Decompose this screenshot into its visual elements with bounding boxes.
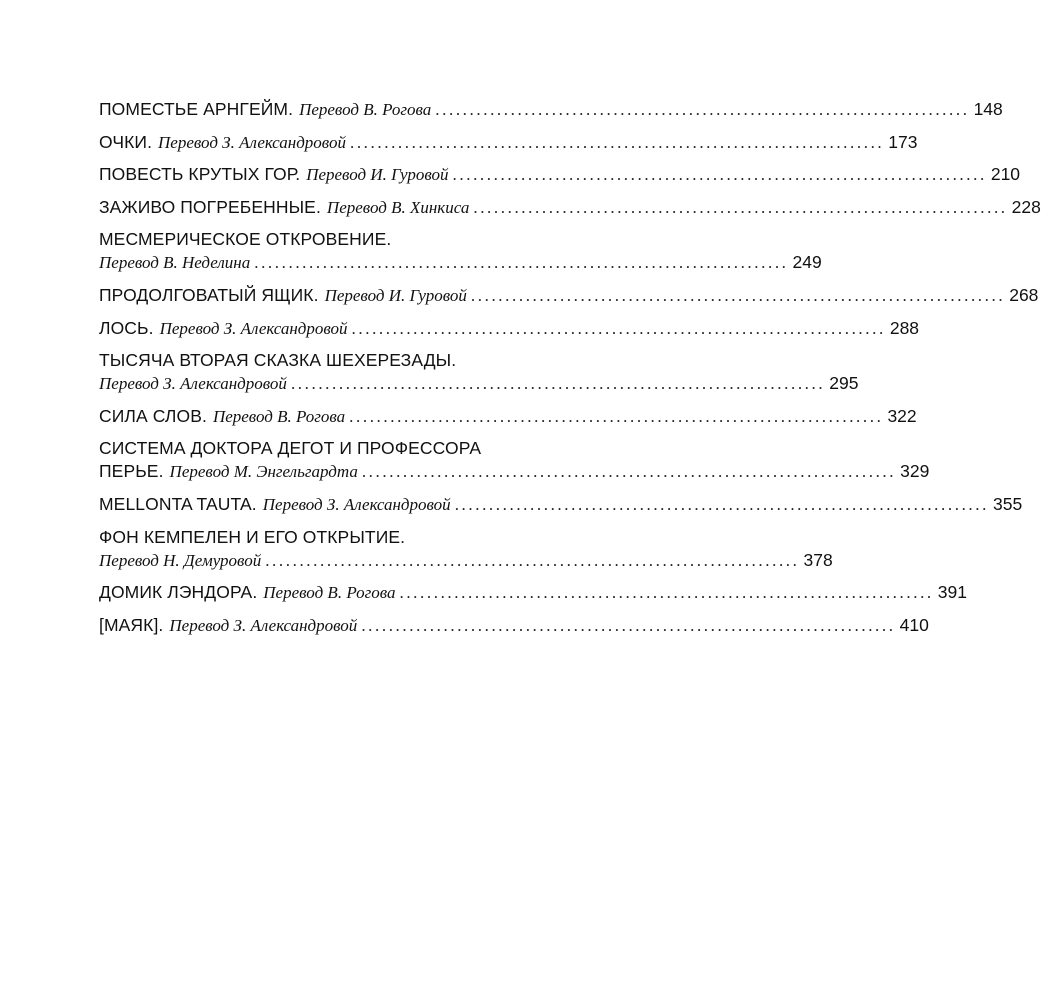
table-of-contents [99, 98, 1041, 646]
toc-line [99, 163, 1021, 185]
entry-title: ПОВЕСТЬ КРУТЫХ ГОР. [99, 164, 301, 185]
entry-title: ЗАЖИВО ПОГРЕБЕННЫЕ. [99, 196, 321, 217]
toc-line [99, 349, 690, 371]
toc-entry [99, 349, 859, 394]
toc-line [99, 196, 1041, 218]
entry-page-number: 378 [803, 549, 833, 570]
entry-title: ТЫСЯЧА ВТОРАЯ СКАЗКА ШЕХЕРЕЗАДЫ. [99, 350, 457, 371]
entry-translator: Перевод З. Александровой [262, 494, 451, 514]
entry-page-number: 391 [937, 582, 967, 603]
dot-leader: .............................................................................. [290, 374, 826, 394]
dot-leader: .............................................................................. [470, 285, 1006, 305]
entry-page-number: 410 [899, 614, 929, 635]
entry-title: СИЛА СЛОВ. [99, 405, 207, 426]
entry-translator: Перевод И. Гуровой [324, 285, 467, 305]
entry-translator: Перевод З. Александровой [159, 318, 348, 338]
entry-title: ПЕРЬЕ. [99, 461, 164, 482]
dot-leader: .............................................................................. [452, 165, 987, 185]
toc-line [99, 228, 690, 250]
dot-leader: .............................................................................. [349, 406, 884, 426]
toc-entry [99, 163, 1021, 185]
dot-leader: .............................................................................. [265, 550, 800, 570]
toc-entry [99, 614, 929, 636]
entry-page-number: 249 [792, 252, 822, 273]
entry-translator: Перевод В. Рогова [299, 100, 432, 119]
entry-page-number: 329 [900, 461, 930, 482]
entry-page-number: 268 [1009, 284, 1039, 305]
toc-line [99, 581, 967, 603]
toc-entry [99, 196, 1041, 218]
toc-line [99, 460, 930, 482]
toc-line [99, 437, 690, 459]
toc-line [99, 549, 833, 571]
dot-leader: .............................................................................. [435, 100, 970, 119]
entry-title: ОЧКИ. [99, 131, 153, 152]
toc-line [99, 526, 690, 548]
toc-line [99, 372, 859, 394]
entry-translator: Перевод В. Рогова [212, 406, 346, 426]
toc-entry [99, 131, 918, 153]
entry-title: ДОМИК ЛЭНДОРА. [99, 582, 258, 603]
toc-entry [99, 98, 1003, 120]
toc-entry [99, 284, 1039, 306]
entry-translator: Перевод В. Хинкиса [326, 197, 470, 217]
dot-leader: .............................................................................. [361, 462, 897, 482]
entry-title: ФОН КЕМПЕЛЕН И ЕГО ОТКРЫТИЕ. [99, 526, 406, 547]
toc-entry [99, 493, 1023, 515]
entry-page-number: 322 [887, 405, 917, 426]
entry-title: ПОМЕСТЬЕ АРНГЕЙМ. [99, 99, 294, 119]
dot-leader: .............................................................................. [351, 318, 886, 338]
dot-leader: .............................................................................. [454, 494, 989, 514]
toc-entry [99, 526, 833, 571]
dot-leader: .............................................................................. [254, 253, 789, 273]
toc-entry [99, 228, 822, 273]
entry-page-number: 228 [1011, 196, 1041, 217]
entry-page-number: 355 [993, 493, 1023, 514]
entry-translator: Перевод З. Александровой [158, 132, 346, 152]
toc-line [99, 131, 918, 153]
toc-line [99, 98, 1003, 120]
dot-leader: .............................................................................. [399, 583, 934, 603]
entry-translator: Перевод М. Энгельгардта [169, 462, 358, 482]
entry-translator: Перевод В. Рогова [263, 583, 396, 603]
entry-title: MELLONTA TAUTA. [99, 493, 257, 514]
toc-entry [99, 317, 920, 339]
toc-line [99, 493, 1023, 515]
entry-title-line1: СИСТЕМА ДОКТОРА ДЕГОТ И ПРОФЕССОРА [99, 438, 482, 459]
toc-line [99, 251, 822, 273]
toc-line [99, 405, 917, 427]
dot-leader: .............................................................................. [349, 132, 885, 152]
toc-line [99, 317, 920, 339]
entry-title: МЕСМЕРИЧЕСКОЕ ОТКРОВЕНИЕ. [99, 229, 392, 250]
toc-entry [99, 581, 967, 603]
entry-title: ПРОДОЛГОВАТЫЙ ЯЩИК. [99, 284, 319, 305]
toc-entry [99, 405, 917, 427]
toc-line [99, 284, 1039, 306]
toc-entry [99, 437, 930, 482]
entry-page-number: 295 [829, 373, 859, 394]
dot-leader: .............................................................................. [361, 615, 896, 635]
entry-translator: Перевод З. Александровой [99, 374, 287, 394]
entry-translator: Перевод И. Гуровой [306, 165, 449, 185]
entry-page-number: 148 [973, 99, 1003, 119]
entry-page-number: 173 [888, 131, 918, 152]
entry-translator: Перевод Н. Демуровой [99, 550, 262, 570]
entry-translator: Перевод З. Александровой [169, 615, 358, 635]
entry-title: [МАЯК]. [99, 614, 164, 635]
toc-line [99, 614, 929, 636]
dot-leader: .............................................................................. [473, 197, 1008, 217]
entry-title: ЛОСЬ. [99, 317, 154, 338]
entry-page-number: 288 [889, 317, 920, 338]
entry-page-number: 210 [990, 164, 1021, 185]
entry-translator: Перевод В. Неделина [99, 253, 251, 273]
